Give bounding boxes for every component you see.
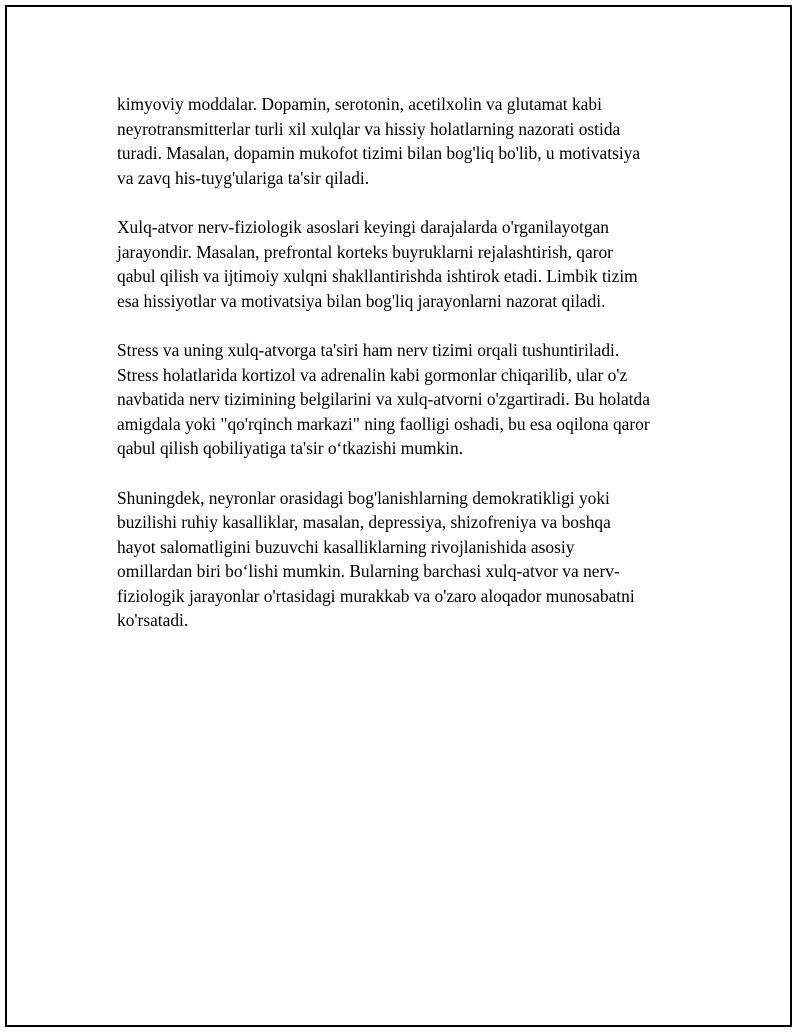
- paragraph-disorders: Shuningdek, neyronlar orasidagi bog'lanishlarning demokratikligi yoki buzilishi ruhiy kasalliklar, masalan, depressiya, shizofreniya va boshqa hayot salomatligini buzuvchi kasalliklarning rivojlanishida asosiy omillardan biri bo‘lishi mumkin. Bularning barchasi xulq-atvor va nerv- fiziologik jarayonlar o'rtasidagi murakkab va o'zaro aloqador munosabatni ko'rsatadi.: [117, 487, 635, 631]
- paragraph-neurotransmitters: kimyoviy moddalar. Dopamin, serotonin, acetilxolin va glutamat kabi neyrotransmitterlar turli xil xulqlar va hissiy holatlarning nazorati ostida turadi. Masalan, dopamin mukofot tizimi bilan bog'liq bo'lib, u motivatsiya va zavq his-tuyg'ulariga ta'sir qiladi.: [117, 94, 641, 188]
- document-body: [117, 92, 687, 633]
- paragraph-brain-regions: Xulq-atvor nerv-fiziologik asoslari keyingi darajalarda o'rganilayotgan jarayondir. Masalan, prefrontal korteks buyruklarni rejalashtirish, qaror qabul qilish va ijtimoiy xulqni shakllantirishda ishtirok etadi. Limbik tizim esa hissiyotlar va motivatsiya bilan bog'liq jarayonlarni nazorat qiladi.: [117, 216, 638, 311]
- paragraph-stress: Stress va uning xulq-atvorga ta'siri ham nerv tizimi orqali tushuntiriladi. Stress holatlarida kortizol va adrenalin kabi gormonlar chiqarilib, ular o'z navbatida nerv tizimining belgilarini va xulq-atvorni o'zgartiradi. Bu holatda amigdala yoki "qo'rqinch markazi" ning faolligi oshadi, bu esa oqilona qaror qabul qilish qobiliyatiga ta'sir o‘tkazishi mumkin.: [117, 339, 650, 459]
